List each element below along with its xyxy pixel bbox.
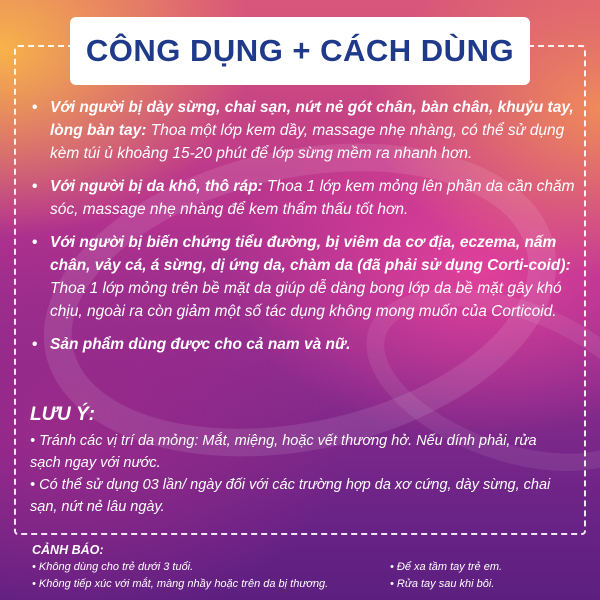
warning-item: • Không dùng cho trẻ dưới 3 tuổi. — [32, 561, 194, 573]
bullet-dot: • — [32, 99, 38, 116]
note-item: • Có thể sử dụng 03 lần/ ngày đối với các trường hợp da xơ cứng, dày sừng, chai sạn, nứt nẻ lâu ngày. — [30, 477, 551, 515]
warning-item: • Không tiếp xúc với mắt, màng nhầy hoặc trên da bị thương. — [32, 578, 329, 590]
note-title: LƯU Ý: — [30, 404, 95, 425]
usage-lead: Với người bị biến chứng tiểu đường, bị viêm da cơ địa, eczema, nấm chân, vảy cá, á sừng, dị ứng da, chàm da (đã phải sử dụng Corti-coid): — [50, 234, 571, 274]
note-list — [30, 430, 570, 518]
usage-text: Thoa 1 lớp kem mỏng lên phần da cần chăm sóc, massage nhẹ nhàng để kem thẩm thấu tốt hơn. — [50, 178, 575, 218]
bullet-dot: • — [32, 178, 38, 195]
title-banner — [70, 17, 530, 85]
warning-list-right — [390, 559, 502, 593]
usage-lead: Với người bị dày sừng, chai sạn, nứt nẻ gót chân, bàn chân, khuỷu tay, lòng bàn tay: — [50, 99, 574, 139]
usage-text: Thoa 1 lớp mỏng trên bề mặt da giúp dễ dàng bong lớp da bề mặt gây khó chịu, ngoài ra còn giảm một số tác dụng không mong muốn của Corticoid. — [50, 280, 562, 320]
page-title: CÔNG DỤNG + CÁCH DÙNG — [85, 33, 515, 68]
warning-item: • Rửa tay sau khi bôi. — [390, 578, 495, 590]
usage-item — [28, 333, 576, 356]
usage-lead: Với người bị da khô, thô ráp: — [50, 178, 263, 195]
warning-list-left — [32, 559, 328, 593]
bullet-dot: • — [32, 234, 38, 251]
usage-lead: Sản phẩm dùng được cho cả nam và nữ. — [50, 336, 351, 353]
warning-title: CẢNH BÁO: — [32, 543, 104, 557]
note-item: • Tránh các vị trí da mỏng: Mắt, miệng, hoặc vết thương hở. Nếu dính phải, rửa sạch ngay với nước. — [30, 433, 537, 471]
usage-item — [28, 175, 576, 221]
usage-item — [28, 231, 576, 323]
warning-item: • Để xa tầm tay trẻ em. — [390, 561, 503, 573]
usage-list — [28, 96, 576, 366]
usage-item — [28, 96, 576, 165]
bullet-dot: • — [32, 336, 38, 353]
usage-text: Thoa một lớp kem dầy, massage nhẹ nhàng, có thể sử dụng kèm túi ủ khoảng 15-20 phút để lớp sừng mềm ra nhanh hơn. — [50, 122, 565, 162]
